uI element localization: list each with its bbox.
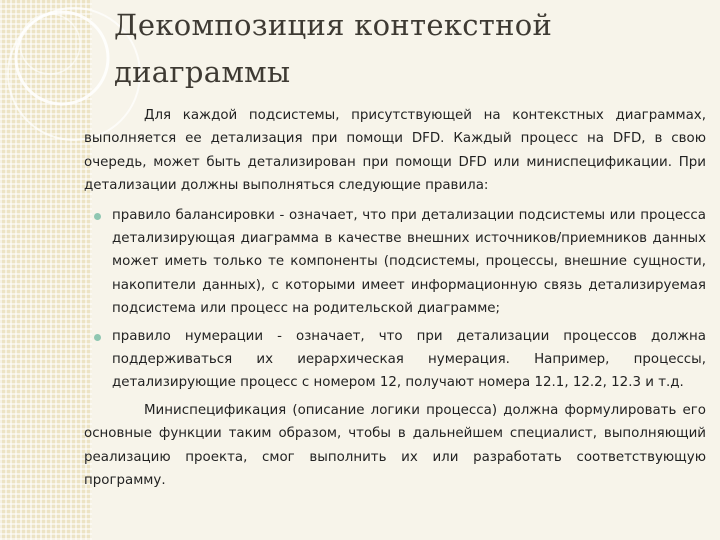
intro-paragraph: Для каждой подсистемы, присутствующей на контекстных диаграммах, выполняется ее детализация при помощи DFD. Каждый процесс на DFD, в свою очередь, может быть детализирован при помощи DFD или миниспецификации. При детализации должны выполняться следующие правила: — [84, 108, 706, 194]
bullet-text: правило балансировки - означает, что при детализации подсистемы или процесса детализирующая диаграмма в качестве внешних источников/приемников данных может иметь только те компоненты (подсистемы, процессы, внешние сущности, накопители данных), с которыми имеет информационную связь детализируемая подсистема или процесс на родительской диаграмме; — [112, 207, 706, 317]
bullet-text: правило нумерации - означает, что при детализации процессов должна поддерживаться их иерархическая нумерация. Например, процессы, детализирующие процесс с номером 12, получают номера 12.1, 12.2, 12.3 и т.д. — [112, 328, 706, 391]
page-title — [114, 2, 674, 96]
bullet-icon — [94, 213, 101, 220]
closing-paragraph: Миниспецификация (описание логики процесса) должна формулировать его основные функции таким образом, чтобы в дальнейшем специалист, выполняющий реализацию проекта, смог выполнить их или разработать соответствующую программу. — [84, 402, 706, 489]
bullet-icon — [94, 334, 101, 341]
slide-body — [84, 104, 706, 493]
title-line-2: диаграммы — [114, 55, 291, 89]
list-item — [112, 204, 706, 321]
title-line-1: Декомпозиция контекстной — [114, 8, 553, 42]
list-item — [112, 325, 706, 395]
